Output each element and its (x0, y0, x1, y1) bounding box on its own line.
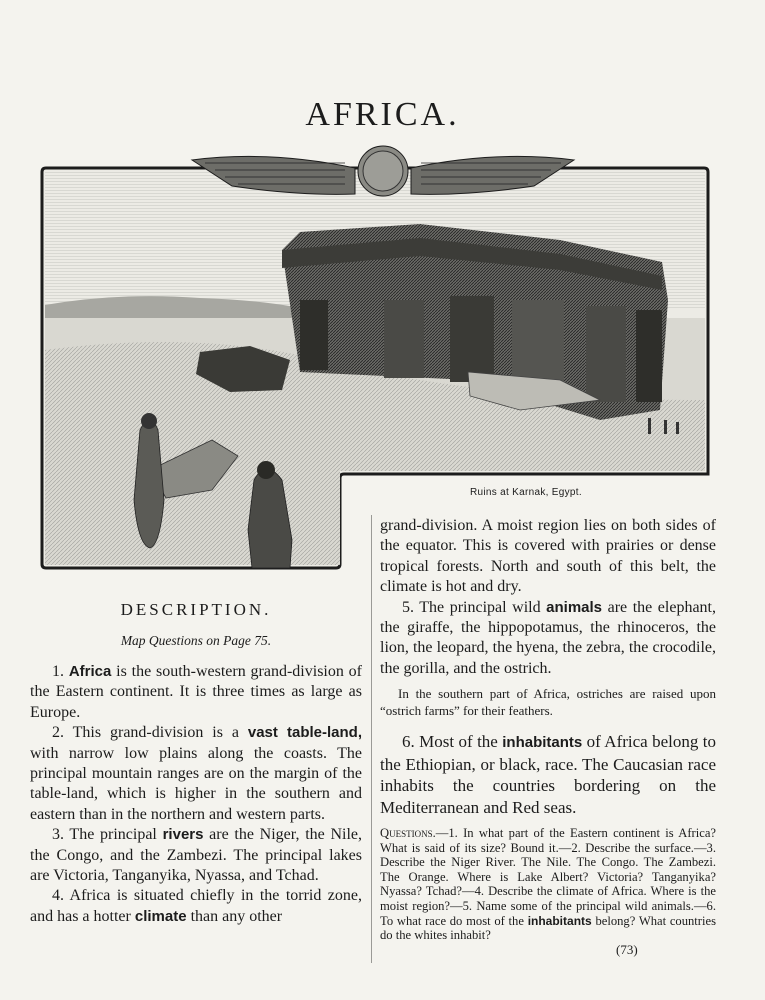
map-questions-note: Map Questions on Page 75. (120, 633, 272, 648)
image-caption: Ruins at Karnak, Egypt. (470, 487, 582, 498)
paragraph-6: 6. Most of the inhabitants of Africa belong to the Ethiopian, or black, race. The Caucasian race inhabits the countries bordering on the Mediterranean and Red seas. (380, 732, 716, 817)
left-column (30, 662, 362, 927)
section-heading: DESCRIPTION. (120, 600, 272, 619)
questions-label: Questions. (380, 826, 436, 840)
review-questions: Questions.—1. In what part of the Eastern continent is Africa? What is said of its size? Bound it.—2. Describe the surface.—3. Describe the Niger River. The Nile. The Congo. The Zambezi. The Orange. Where is Lake Albert? Victoria? Tanganyika? Nyassa? Tchad?—4. Describe the climate of Africa. Where is the moist region?—5. Name some of the principal wild animals.—6. To what race do most of the inhabitants belong? What countries do the whites inhabit? (380, 826, 716, 943)
paragraph-5: 5. The principal wild animals are the elephant, the giraffe, the hippopotamus, the rhinoceros, the lion, the leopard, the hyena, the zebra, the crocodile, the gorilla, and the ostrich. (380, 598, 716, 677)
ostrich-note: In the southern part of Africa, ostriches are raised upon “ostrich farms” for their feathers. (380, 686, 716, 719)
paragraph-3: 3. The principal rivers are the Niger, the Nile, the Congo, and the Zambezi. The principal lakes are Victoria, Tanganyika, Nyassa, and Tchad. (30, 826, 362, 885)
right-column (380, 516, 716, 818)
page-title: AFRICA. (305, 96, 460, 133)
paragraph-4-continued: grand-division. A moist region lies on both sides of the equator. This is covered with prairies or dense tropical forests. North and south of this belt, the climate is hot and dry. (380, 517, 716, 596)
paragraph-1: 1. Africa is the south-western grand-division of the Eastern continent. It is three times as large as Europe. (30, 663, 363, 721)
paragraph-4: 4. Africa is situated chiefly in the torrid zone, and has a hotter climate than any other (30, 887, 362, 925)
column-divider (371, 515, 372, 963)
paragraph-2: 2. This grand-division is a vast table-land, with narrow low plains along the coasts. The principal mountain ranges are on the margin of the table-land, which is higher in the southern and eastern than in the northern and western parts. (30, 724, 362, 823)
page-number: (73) (616, 942, 638, 957)
winged-sun-disk (192, 146, 574, 196)
